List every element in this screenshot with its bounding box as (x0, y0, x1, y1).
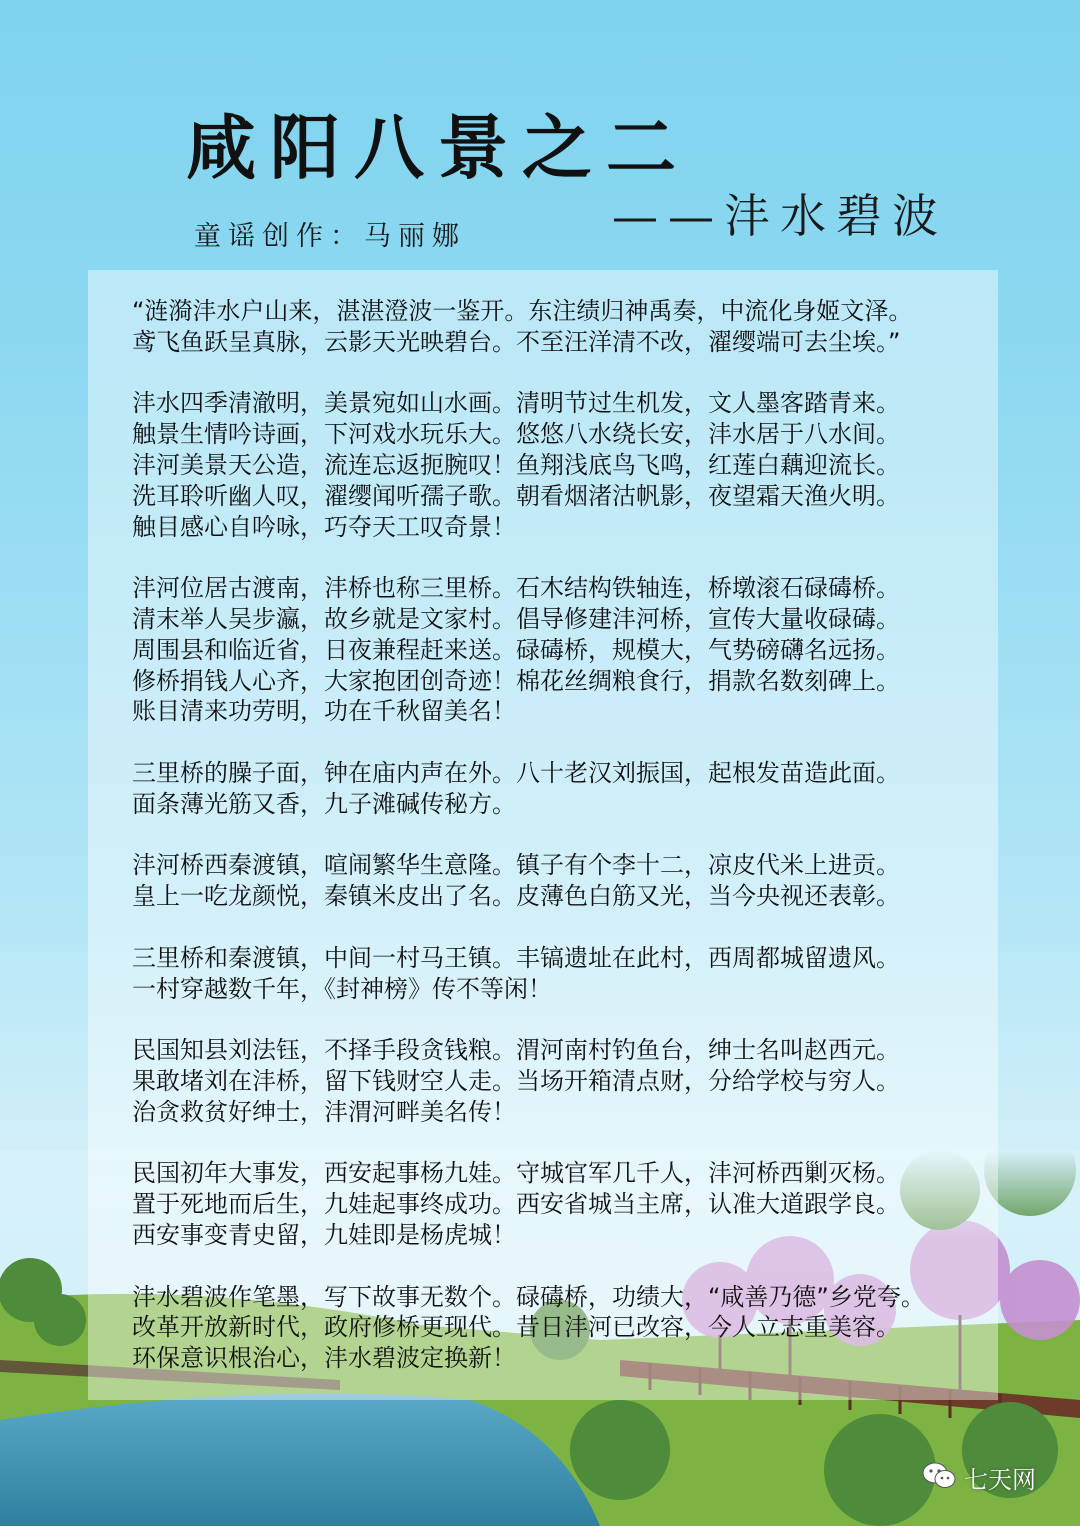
poem-line: 沣河桥西秦渡镇，喧闹繁华生意隆。镇子有个李十二，凉皮代米上进贡。 (132, 851, 900, 880)
poem-line: 改革开放新时代，政府修桥更现代。昔日沣河已改容，今人立志重美容。 (132, 1313, 900, 1342)
poem-line: 账目清来功劳明，功在千秋留美名！ (132, 697, 516, 726)
poem-line: 三里桥和秦渡镇，中间一村马王镇。丰镐遗址在此村，西周都城留遗风。 (132, 943, 900, 972)
poem-stanza (132, 1035, 1012, 1127)
poem-stanza (132, 850, 1012, 912)
poem-line: 民国知县刘法钰，不择手段贪钱粮。渭河南村钓鱼台，绅士名叫赵西元。 (132, 1036, 900, 1065)
poem-stanza (132, 758, 1012, 820)
poem-line: “涟漪沣水户山来，湛湛澄波一鉴开。东注绩归神禹奏，中流化身姬文泽。 (132, 297, 913, 325)
poem-line: 皇上一吃龙颜悦，秦镇米皮出了名。皮薄色白筋又光，当今央视还表彰。 (132, 882, 900, 911)
poem-line: 触目感心自吟咏，巧夺天工叹奇景！ (132, 512, 516, 541)
poem-line: 置于死地而后生，九娃起事终成功。西安省城当主席，认准大道跟学良。 (132, 1190, 900, 1219)
poem-line: 沣水碧波作笔墨，写下故事无数个。碌碡桥，功绩大，“咸善乃德”乡党夸。 (132, 1282, 925, 1311)
poem-line: 西安事变青史留，九娃即是杨虎城！ (132, 1220, 516, 1249)
wechat-icon (922, 1462, 956, 1494)
poem-line: 沣河位居古渡南，沣桥也称三里桥。石木结构铁轴连，桥墩滚石碌碡桥。 (132, 574, 900, 603)
poem-line: 面条薄光筋又香，九子滩碱传秘方。 (132, 789, 516, 818)
poem-stanza (132, 573, 1012, 727)
poem-line: 沣河美景天公造，流连忘返扼腕叹！鱼翔浅底鸟飞鸣，红莲白藕迎流长。 (132, 450, 900, 479)
watermark-text: 七天网 (964, 1466, 1036, 1494)
watermark (922, 1460, 1036, 1495)
poem-line: 环保意识根治心，沣水碧波定换新！ (132, 1344, 516, 1373)
poem-line: 一村穿越数千年，《封神榜》传不等闲！ (132, 974, 552, 1003)
poem-body (132, 296, 1012, 1405)
poem-stanza (132, 388, 1012, 542)
poem-line: 果敢堵刘在沣桥，留下钱财空人走。当场开箱清点财，分给学校与穷人。 (132, 1066, 900, 1095)
poem-stanza (132, 296, 1012, 358)
poem-line: 鸢飞鱼跃呈真脉，云影天光映碧台。不至汪洋清不改，濯缨端可去尘埃。” (132, 327, 901, 356)
poem-line: 周围县和临近省，日夜兼程赶来送。碌碡桥，规模大，气势磅礴名远扬。 (132, 635, 900, 664)
page-title: 咸阳八景之二 (186, 106, 690, 189)
poem-line: 洗耳聆听幽人叹，濯缨闻听孺子歌。朝看烟渚沽帆影，夜望霜天渔火明。 (132, 481, 900, 510)
poem-line: 民国初年大事发，西安起事杨九娃。守城官军几千人，沣河桥西剿灭杨。 (132, 1159, 900, 1188)
poem-line: 触景生情吟诗画，下河戏水玩乐大。悠悠八水绕长安，沣水居于八水间。 (132, 420, 900, 449)
poem-line: 修桥捐钱人心齐，大家抱团创奇迹！棉花丝绸粮食行，捐款名数刻碑上。 (132, 666, 900, 695)
poem-stanza (132, 943, 1012, 1005)
poem-line: 清末举人吴步瀛，故乡就是文家村。倡导修建沣河桥，宣传大量收碌碡。 (132, 604, 900, 633)
poem-line: 三里桥的臊子面，钟在庙内声在外。八十老汉刘振国，起根发苗造此面。 (132, 758, 900, 787)
poem-stanza (132, 1158, 1012, 1250)
poem-line: 治贪救贫好绅士，沣渭河畔美名传！ (132, 1097, 516, 1126)
poem-stanza (132, 1282, 1012, 1374)
page-subtitle: ——沣水碧波 (612, 189, 948, 243)
author-credit: 童谣创作：马丽娜 (194, 221, 466, 252)
poem-line: 沣水四季清澈明，美景宛如山水画。清明节过生机发，文人墨客踏青来。 (132, 389, 900, 418)
